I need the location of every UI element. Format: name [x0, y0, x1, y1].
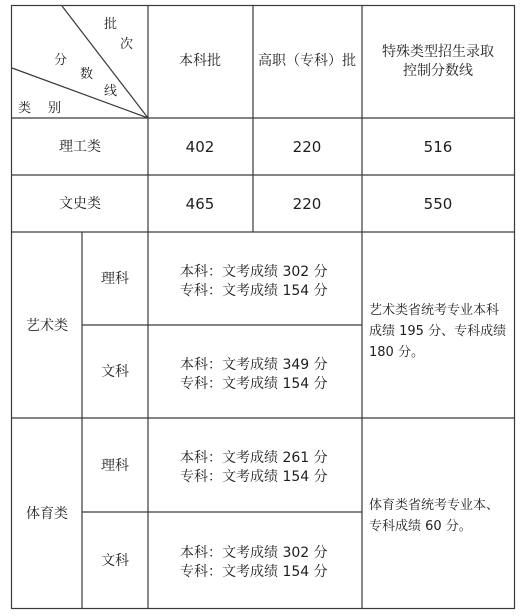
tiyu-li-label: 理科	[101, 458, 129, 474]
yishu-wen-line2: 专科：文考成绩 154 分	[180, 376, 328, 392]
header-gaozhi: 高职（专科）批	[258, 53, 356, 69]
row-ligong-label: 理工类	[59, 139, 101, 155]
header-diag-fen: 分	[54, 53, 68, 68]
tiyu-wen-label: 文科	[101, 553, 129, 569]
yishu-li-line1: 本科：文考成绩 302 分	[180, 264, 328, 280]
header-teshu-line1: 特殊类型招生录取	[382, 44, 494, 60]
tiyu-li-line2: 专科：文考成绩 154 分	[180, 469, 328, 485]
header-diag-shu: 数	[80, 67, 94, 82]
row-wenshi-teshu: 550	[423, 195, 453, 213]
yishu-wen-line1: 本科：文考成绩 349 分	[180, 357, 328, 373]
header-diag-ci: 次	[120, 37, 134, 52]
tiyu-li-line1: 本科：文考成绩 261 分	[180, 450, 328, 466]
row-ligong-teshu: 516	[423, 138, 453, 156]
row-wenshi-gaozhi: 220	[292, 195, 322, 213]
tiyu-wen-line1: 本科：文考成绩 302 分	[180, 545, 328, 561]
header-diag-pi: 批	[104, 17, 118, 32]
yishu-label: 艺术类	[26, 318, 68, 334]
yishu-wen-label: 文科	[101, 364, 129, 380]
row-ligong-benke: 402	[185, 138, 215, 156]
header-diag-xian: 线	[104, 84, 118, 99]
yishu-li-line2: 专科：文考成绩 154 分	[180, 283, 328, 299]
row-wenshi-benke: 465	[185, 195, 215, 213]
header-diag-lei: 类	[18, 101, 32, 116]
header-benke: 本科批	[179, 53, 221, 69]
header-diag-bie: 别	[48, 101, 62, 116]
tiyu-note: 体育类省统考专业本、专科成绩 60 分。	[369, 498, 500, 534]
header-teshu-line2: 控制分数线	[403, 63, 473, 79]
yishu-li-label: 理科	[101, 271, 129, 287]
tiyu-wen-line2: 专科：文考成绩 154 分	[180, 564, 328, 580]
row-wenshi-label: 文史类	[59, 196, 101, 212]
yishu-note: 艺术类省统考专业本科成绩 195 分、专科成绩 180 分。	[369, 303, 507, 360]
row-ligong-gaozhi: 220	[292, 138, 322, 156]
tiyu-label: 体育类	[26, 506, 68, 522]
